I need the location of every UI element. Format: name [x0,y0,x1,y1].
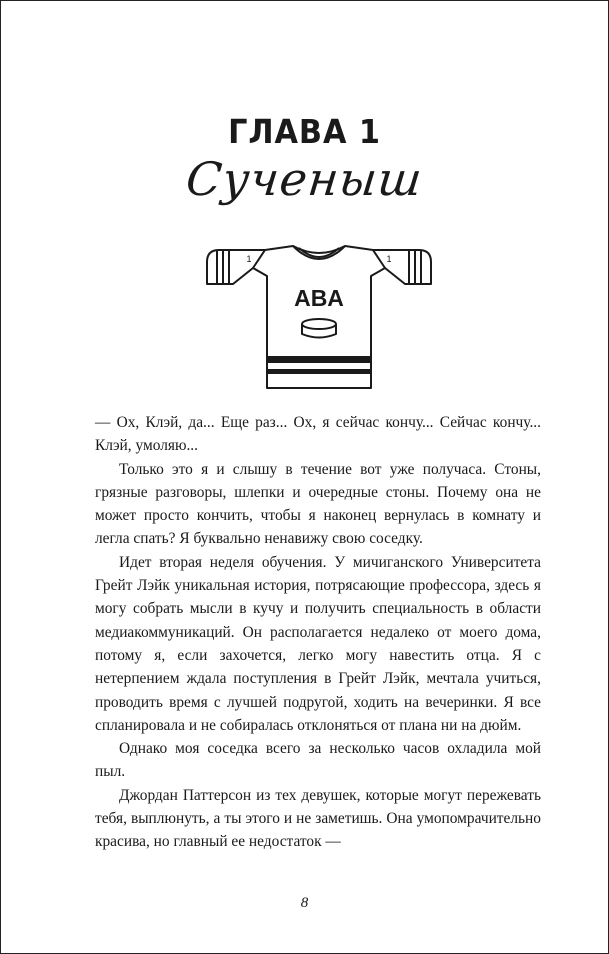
page-number: 8 [300,895,309,911]
right-sleeve-number: 1 [386,254,392,264]
left-sleeve-number: 1 [246,254,252,264]
chapter-body-text [95,411,541,854]
paragraph: Только это я и слышу в течение вот уже получаса. Стоны, грязные разговоры, шлепки и очередные стоны. Почему она не может просто кончить, чтобы я наконец вернулась в комнату и легла спать? Я буквально ненавижу свою соседку. [95,460,541,548]
hockey-jersey-icon [203,238,435,390]
paragraph: — Ох, Клэй, да... Еще раз... Ох, я сейчас кончу... Сейчас кончу... Клэй, умоляю... [95,414,541,455]
paragraph: Джордан Паттерсон из тех девушек, которые могут пережевать тебя, выплюнуть, а ты этого и не заметишь. Она умопомрачительно красива, но главный ее недостаток — [95,786,541,851]
paragraph: Идет вторая неделя обучения. У мичиганского Университета Грейт Лэйк уникальная история, потрясающие профессора, здесь я могу собрать мысли в кучу и получить специальность в области медиакоммуникаций. Он располагается недалеко от моего дома, потому я, если захочется, легко могу навестить отца. Я с нетерпением ждала поступления в Грейт Лэйк, мечтала учиться, проводить время с лучшей подругой, ходить на вечеринки. Я все спланировала и не собиралась отклоняться от плана ни на дюйм. [95,553,541,734]
chapter-number: ГЛАВА 1 [228,112,381,151]
jersey-lettering: ABA [294,285,344,311]
chapter-title: Сученыш [183,152,426,206]
paragraph: Однако моя соседка всего за несколько часов охладила мой пыл. [95,740,541,781]
